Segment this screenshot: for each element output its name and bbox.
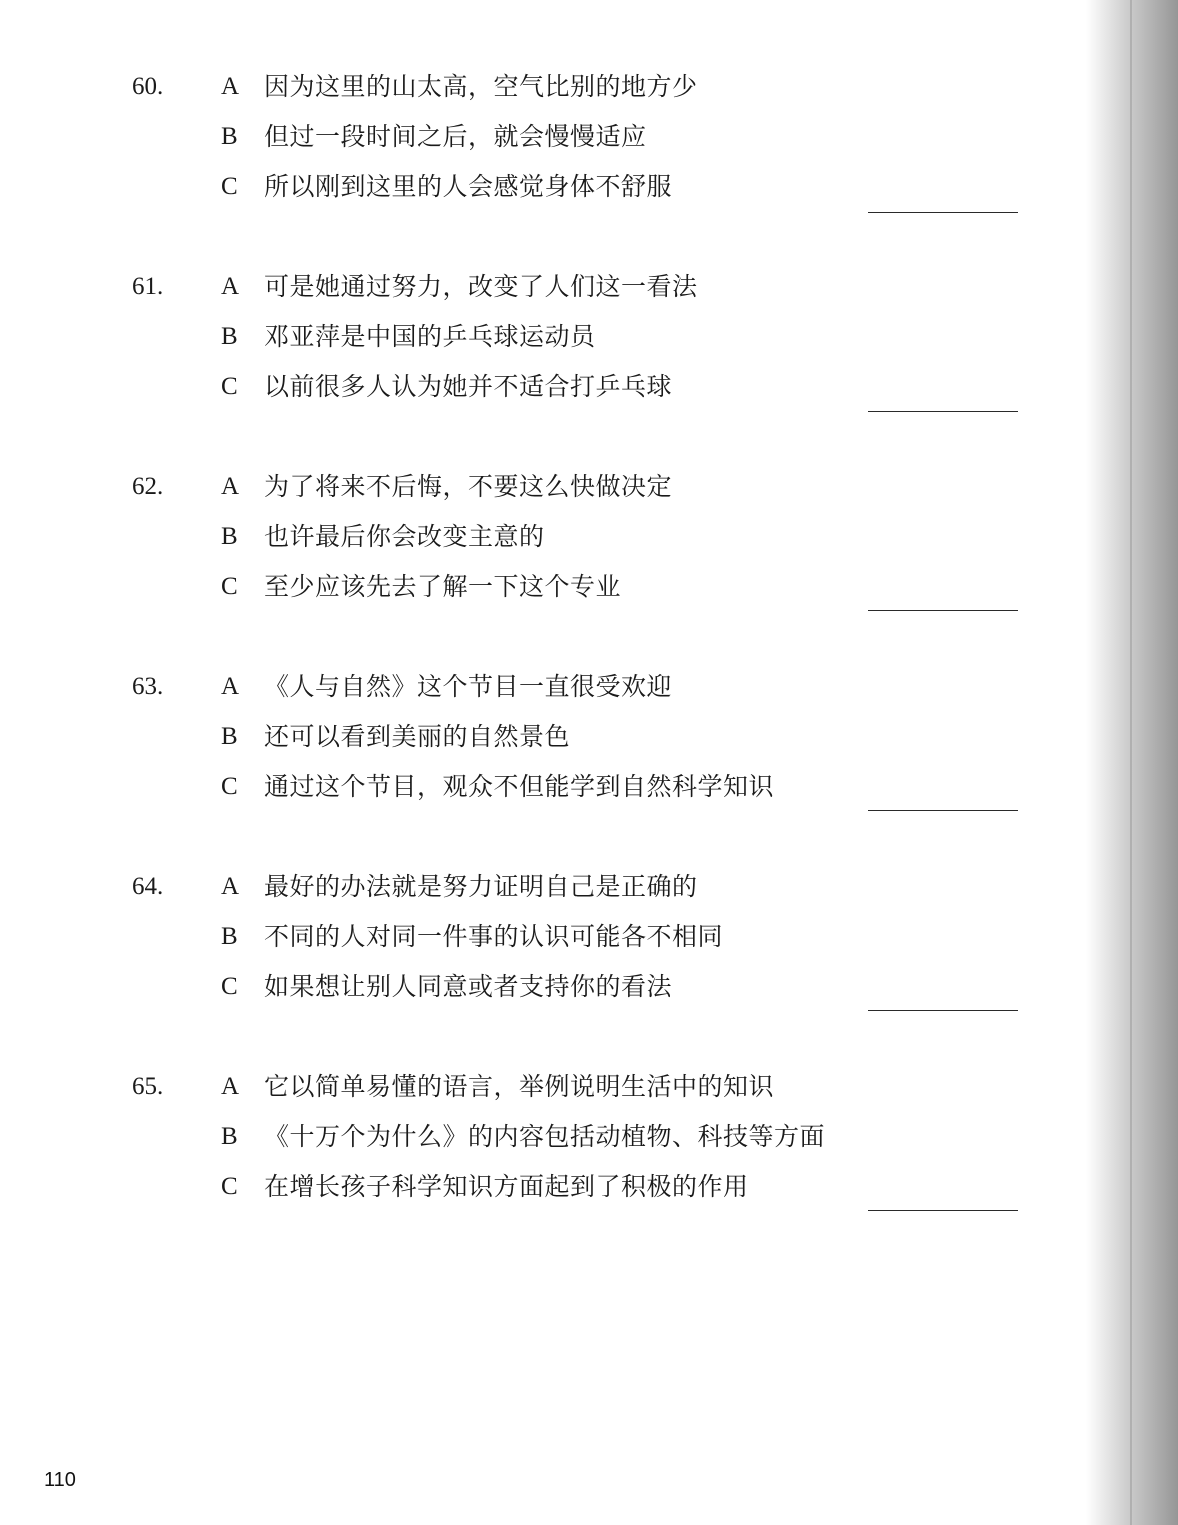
option-letter: A <box>221 673 240 700</box>
option-a <box>0 272 900 302</box>
option-a <box>0 872 900 902</box>
option-text: 以前很多人认为她并不适合打乒乓球 <box>264 372 673 401</box>
option-letter: A <box>221 873 240 900</box>
option-text: 《人与自然》这个节目一直很受欢迎 <box>264 672 673 701</box>
option-letter: B <box>221 1123 238 1150</box>
option-text: 所以刚到这里的人会感觉身体不舒服 <box>264 172 673 201</box>
option-c <box>0 572 900 602</box>
option-letter: A <box>221 1073 240 1100</box>
option-letter: B <box>221 523 238 550</box>
option-a <box>0 672 900 702</box>
option-letter: A <box>221 473 240 500</box>
option-a <box>0 72 900 102</box>
option-text: 还可以看到美丽的自然景色 <box>264 722 571 751</box>
answer-blank[interactable] <box>868 810 1018 811</box>
option-letter: C <box>221 773 238 800</box>
answer-blank[interactable] <box>868 212 1018 213</box>
option-letter: B <box>221 723 238 750</box>
option-letter: C <box>221 973 238 1000</box>
option-text: 可是她通过努力，改变了人们这一看法 <box>264 272 698 301</box>
question-61 <box>0 272 1060 432</box>
option-b <box>0 522 900 552</box>
page-edge-line <box>1130 0 1132 1525</box>
option-c <box>0 172 900 202</box>
option-letter: B <box>221 323 238 350</box>
question-number: 61. <box>132 273 164 300</box>
question-63 <box>0 672 1060 832</box>
option-text: 最好的办法就是努力证明自己是正确的 <box>264 872 698 901</box>
question-60 <box>0 72 1060 232</box>
option-a <box>0 1072 900 1102</box>
option-text: 因为这里的山太高，空气比别的地方少 <box>264 72 698 101</box>
option-letter: C <box>221 1173 238 1200</box>
option-text: 邓亚萍是中国的乒乓球运动员 <box>264 322 596 351</box>
option-b <box>0 1122 900 1152</box>
answer-blank[interactable] <box>868 610 1018 611</box>
question-number: 65. <box>132 1073 164 1100</box>
option-b <box>0 722 900 752</box>
option-a <box>0 472 900 502</box>
option-text: 在增长孩子科学知识方面起到了积极的作用 <box>264 1172 749 1201</box>
question-62 <box>0 472 1060 632</box>
question-number: 60. <box>132 73 164 100</box>
option-c <box>0 372 900 402</box>
question-number: 62. <box>132 473 164 500</box>
option-text: 不同的人对同一件事的认识可能各不相同 <box>264 922 724 951</box>
question-64 <box>0 872 1060 1032</box>
option-letter: C <box>221 373 238 400</box>
option-letter: B <box>221 123 238 150</box>
question-65 <box>0 1072 1060 1232</box>
option-text: 它以简单易懂的语言，举例说明生活中的知识 <box>264 1072 775 1101</box>
option-letter: A <box>221 73 240 100</box>
option-b <box>0 122 900 152</box>
option-c <box>0 1172 900 1202</box>
option-text: 《十万个为什么》的内容包括动植物、科技等方面 <box>264 1122 826 1151</box>
option-letter: C <box>221 173 238 200</box>
option-text: 至少应该先去了解一下这个专业 <box>264 572 622 601</box>
option-b <box>0 322 900 352</box>
option-text: 但过一段时间之后，就会慢慢适应 <box>264 122 647 151</box>
page-number: 110 <box>44 1469 76 1491</box>
option-text: 如果想让别人同意或者支持你的看法 <box>264 972 673 1001</box>
option-text: 通过这个节目，观众不但能学到自然科学知识 <box>264 772 775 801</box>
answer-blank[interactable] <box>868 411 1018 412</box>
page-edge-shadow <box>1086 0 1178 1525</box>
answer-blank[interactable] <box>868 1210 1018 1211</box>
option-c <box>0 772 900 802</box>
option-text: 为了将来不后悔，不要这么快做决定 <box>264 472 673 501</box>
question-number: 63. <box>132 673 164 700</box>
option-letter: C <box>221 573 238 600</box>
option-c <box>0 972 900 1002</box>
question-number: 64. <box>132 873 164 900</box>
option-b <box>0 922 900 952</box>
option-letter: B <box>221 923 238 950</box>
answer-blank[interactable] <box>868 1010 1018 1011</box>
option-text: 也许最后你会改变主意的 <box>264 522 545 551</box>
option-letter: A <box>221 273 240 300</box>
